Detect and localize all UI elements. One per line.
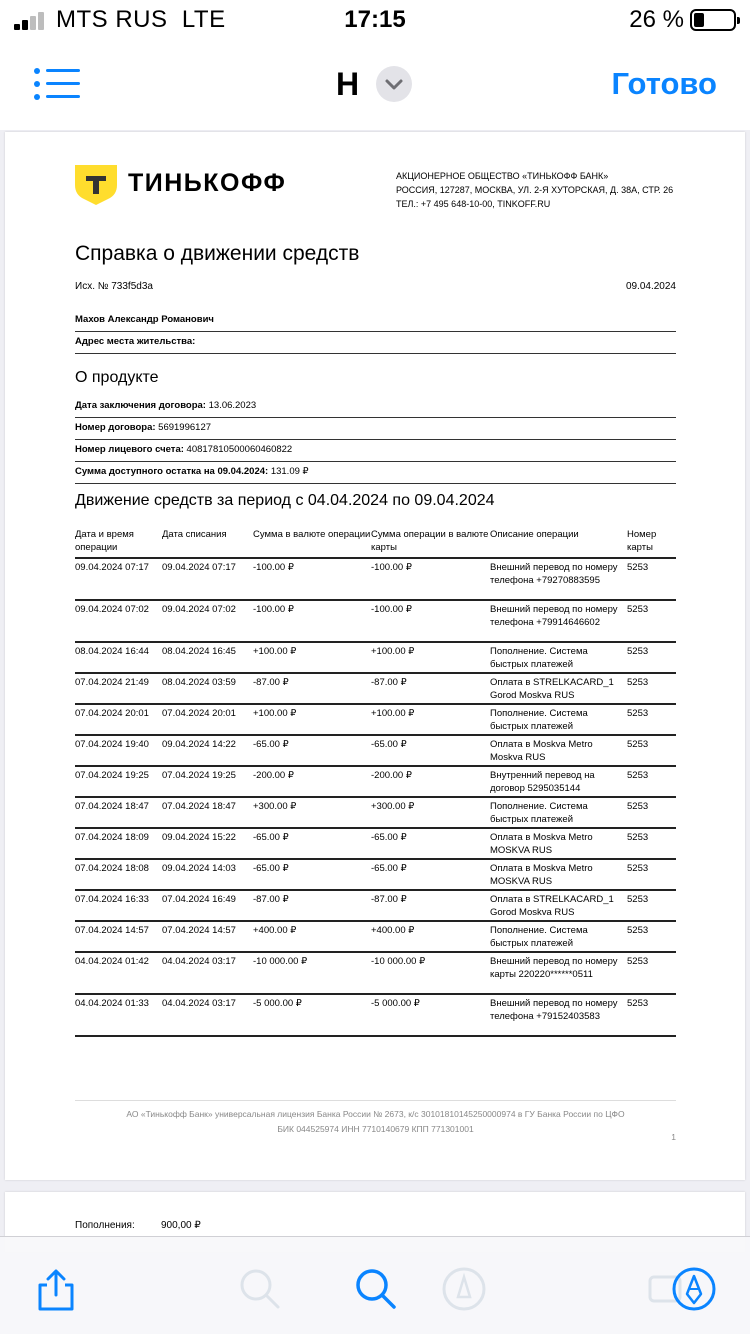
operation-date-cell: 08.04.2024 16:44 xyxy=(75,642,162,673)
table-row xyxy=(75,994,676,1036)
card-amount-cell: +100.00 ₽ xyxy=(371,704,490,735)
description-cell: Внешний перевод по номеру телефона +79152403583 xyxy=(490,994,627,1036)
card-number-cell: 5253 xyxy=(627,642,676,673)
card-amount-cell: -87.00 ₽ xyxy=(371,673,490,704)
posting-date-cell: 04.04.2024 03:17 xyxy=(162,994,253,1036)
amount-cell: -65.00 ₽ xyxy=(253,828,371,859)
done-button[interactable]: Готово xyxy=(611,66,717,101)
posting-date-cell: 08.04.2024 03:59 xyxy=(162,673,253,704)
posting-date-cell: 09.04.2024 14:22 xyxy=(162,735,253,766)
amount-cell: +100.00 ₽ xyxy=(253,642,371,673)
posting-date-cell: 09.04.2024 14:03 xyxy=(162,859,253,890)
operation-date-cell: 07.04.2024 21:49 xyxy=(75,673,162,704)
amount-cell: -65.00 ₽ xyxy=(253,735,371,766)
operation-date-cell: 07.04.2024 18:47 xyxy=(75,797,162,828)
carrier-label: MTS RUS LTE xyxy=(56,6,226,33)
status-bar xyxy=(0,0,750,40)
table-row xyxy=(75,600,676,642)
contract-number-field: Номер договора: 5691996127 xyxy=(75,420,676,440)
description-cell: Внешний перевод по номеру карты 220220******0511 xyxy=(490,952,627,994)
description-cell: Пополнение. Система быстрых платежей xyxy=(490,921,627,952)
transactions-table xyxy=(75,527,676,1037)
card-amount-cell: -65.00 ₽ xyxy=(371,828,490,859)
table-row xyxy=(75,673,676,704)
posting-date-cell: 09.04.2024 07:02 xyxy=(162,600,253,642)
card-number-cell: 5253 xyxy=(627,673,676,704)
bottom-toolbar xyxy=(0,1236,750,1334)
operation-date-cell: 04.04.2024 01:42 xyxy=(75,952,162,994)
card-number-cell: 5253 xyxy=(627,558,676,600)
operation-date-cell: 09.04.2024 07:17 xyxy=(75,558,162,600)
amount-cell: -5 000.00 ₽ xyxy=(253,994,371,1036)
brand-name: ТИНЬКОФФ xyxy=(128,169,287,197)
posting-date-cell: 07.04.2024 18:47 xyxy=(162,797,253,828)
table-row xyxy=(75,828,676,859)
amount-cell: +300.00 ₽ xyxy=(253,797,371,828)
card-amount-cell: -65.00 ₽ xyxy=(371,859,490,890)
operation-date-cell: 07.04.2024 18:09 xyxy=(75,828,162,859)
description-cell: Пополнение. Система быстрых платежей xyxy=(490,642,627,673)
card-amount-cell: +100.00 ₽ xyxy=(371,642,490,673)
page-title: Справка о движении средств xyxy=(75,242,360,265)
search-dim-icon xyxy=(236,1265,284,1313)
card-amount-cell: -100.00 ₽ xyxy=(371,600,490,642)
description-cell: Пополнение. Система быстрых платежей xyxy=(490,704,627,735)
chevron-down-icon[interactable] xyxy=(376,66,412,102)
column-header: Дата списания xyxy=(162,527,253,558)
posting-date-cell: 07.04.2024 14:57 xyxy=(162,921,253,952)
share-icon[interactable] xyxy=(32,1265,80,1313)
operation-date-cell: 09.04.2024 07:02 xyxy=(75,600,162,642)
table-row xyxy=(75,558,676,600)
table-row xyxy=(75,735,676,766)
battery-percent: 26 % xyxy=(629,6,684,33)
amount-cell: -100.00 ₽ xyxy=(253,600,371,642)
card-number-cell: 5253 xyxy=(627,704,676,735)
card-number-cell: 5253 xyxy=(627,828,676,859)
column-header: Сумма в валюте операции xyxy=(253,527,371,558)
total-label: Пополнения: xyxy=(75,1220,135,1231)
amount-cell: -87.00 ₽ xyxy=(253,890,371,921)
page-footer: АО «Тинькофф Банк» универсальная лицензия Банка России № 2673, к/с 30101810145250000974 в ГУ Банка России по ЦФО БИК 044525974 ИНН 7710140679 КПП 771301001 xyxy=(126,1109,625,1134)
column-header: Дата и время операции xyxy=(75,527,162,558)
card-number-cell: 5253 xyxy=(627,921,676,952)
table-row xyxy=(75,859,676,890)
table-row xyxy=(75,952,676,994)
card-amount-cell: -10 000.00 ₽ xyxy=(371,952,490,994)
operation-date-cell: 04.04.2024 01:33 xyxy=(75,994,162,1036)
contract-date-field: Дата заключения договора: 13.06.2023 xyxy=(75,398,676,418)
description-cell: Оплата в Moskva Metro Moskva RUS xyxy=(490,735,627,766)
account-field: Номер лицевого счета: 40817810500060460822 xyxy=(75,442,676,462)
table-row xyxy=(75,797,676,828)
table-header-row xyxy=(75,527,676,558)
posting-date-cell: 07.04.2024 16:49 xyxy=(162,890,253,921)
document-title[interactable]: Н xyxy=(336,66,360,102)
list-icon[interactable] xyxy=(34,66,82,102)
description-cell: Внешний перевод по номеру телефона +79270883595 xyxy=(490,558,627,600)
description-cell: Оплата в STRELKACARD_1 Gorod Moskva RUS xyxy=(490,673,627,704)
posting-date-cell: 04.04.2024 03:17 xyxy=(162,952,253,994)
card-amount-cell: -100.00 ₽ xyxy=(371,558,490,600)
card-amount-cell: +400.00 ₽ xyxy=(371,921,490,952)
card-number-cell: 5253 xyxy=(627,766,676,797)
card-amount-cell: -87.00 ₽ xyxy=(371,890,490,921)
card-number-cell: 5253 xyxy=(627,735,676,766)
posting-date-cell: 09.04.2024 15:22 xyxy=(162,828,253,859)
table-row xyxy=(75,642,676,673)
description-cell: Пополнение. Система быстрых платежей xyxy=(490,797,627,828)
balance-field: Сумма доступного остатка на 09.04.2024: 131.09 ₽ xyxy=(75,464,676,484)
description-cell: Оплата в Moskva Metro MOSKVA RUS xyxy=(490,859,627,890)
posting-date-cell: 07.04.2024 20:01 xyxy=(162,704,253,735)
total-value: 900,00 ₽ xyxy=(161,1220,201,1231)
period-title: Движение средств за период с 04.04.2024 по 09.04.2024 xyxy=(75,492,495,509)
nav-bar xyxy=(0,40,750,130)
card-number-cell: 5253 xyxy=(627,952,676,994)
operation-date-cell: 07.04.2024 14:57 xyxy=(75,921,162,952)
amount-cell: -200.00 ₽ xyxy=(253,766,371,797)
footer-divider xyxy=(75,1100,676,1101)
card-number-cell: 5253 xyxy=(627,994,676,1036)
description-cell: Внешний перевод по номеру телефона +79914646602 xyxy=(490,600,627,642)
card-number-cell: 5253 xyxy=(627,890,676,921)
operation-date-cell: 07.04.2024 19:40 xyxy=(75,735,162,766)
card-number-cell: 5253 xyxy=(627,600,676,642)
description-cell: Внутренний перевод на договор 5295035144 xyxy=(490,766,627,797)
amount-cell: -10 000.00 ₽ xyxy=(253,952,371,994)
posting-date-cell: 08.04.2024 16:45 xyxy=(162,642,253,673)
amount-cell: -87.00 ₽ xyxy=(253,673,371,704)
tinkoff-logo-icon xyxy=(75,165,117,205)
document-date: 09.04.2024 xyxy=(625,281,676,292)
table-row xyxy=(75,704,676,735)
card-number-cell: 5253 xyxy=(627,859,676,890)
markup-icon[interactable] xyxy=(670,1265,718,1313)
posting-date-cell: 07.04.2024 19:25 xyxy=(162,766,253,797)
product-section-title: О продукте xyxy=(75,369,159,386)
amount-cell: +400.00 ₽ xyxy=(253,921,371,952)
posting-date-cell: 09.04.2024 07:17 xyxy=(162,558,253,600)
card-number-cell: 5253 xyxy=(627,797,676,828)
card-amount-cell: +300.00 ₽ xyxy=(371,797,490,828)
amount-cell: -100.00 ₽ xyxy=(253,558,371,600)
reference-number: Исх. № 733f5d3a xyxy=(75,281,153,292)
markup-dim-icon xyxy=(440,1265,488,1313)
description-cell: Оплата в STRELKACARD_1 Gorod Moskva RUS xyxy=(490,890,627,921)
operation-date-cell: 07.04.2024 20:01 xyxy=(75,704,162,735)
card-amount-cell: -200.00 ₽ xyxy=(371,766,490,797)
column-header: Сумма операции в валюте карты xyxy=(371,527,490,558)
address-field: Адрес места жительства: xyxy=(75,334,676,354)
operation-date-cell: 07.04.2024 16:33 xyxy=(75,890,162,921)
table-row xyxy=(75,766,676,797)
table-row xyxy=(75,921,676,952)
card-amount-cell: -65.00 ₽ xyxy=(371,735,490,766)
clock: 17:15 xyxy=(344,6,406,33)
amount-cell: -65.00 ₽ xyxy=(253,859,371,890)
operation-date-cell: 07.04.2024 18:08 xyxy=(75,859,162,890)
document-page-1 xyxy=(5,132,745,1180)
description-cell: Оплата в Moskva Metro MOSKVA RUS xyxy=(490,828,627,859)
page-number: 1 xyxy=(671,1132,676,1142)
client-name: Махов Александр Романович xyxy=(75,312,676,332)
amount-cell: +100.00 ₽ xyxy=(253,704,371,735)
column-header: Номер карты xyxy=(627,527,676,558)
table-row xyxy=(75,890,676,921)
search-icon[interactable] xyxy=(352,1265,400,1313)
battery-icon xyxy=(690,9,736,31)
column-header: Описание операции xyxy=(490,527,627,558)
operation-date-cell: 07.04.2024 19:25 xyxy=(75,766,162,797)
card-amount-cell: -5 000.00 ₽ xyxy=(371,994,490,1036)
bank-info: АКЦИОНЕРНОЕ ОБЩЕСТВО «ТИНЬКОФФ БАНК» РОССИЯ, 127287, МОСКВА, УЛ. 2-Я ХУТОРСКАЯ, Д. 38А, СТР. 26 ТЕЛ.: +7 495 648-10-00, TINKOFF.RU xyxy=(396,171,674,209)
